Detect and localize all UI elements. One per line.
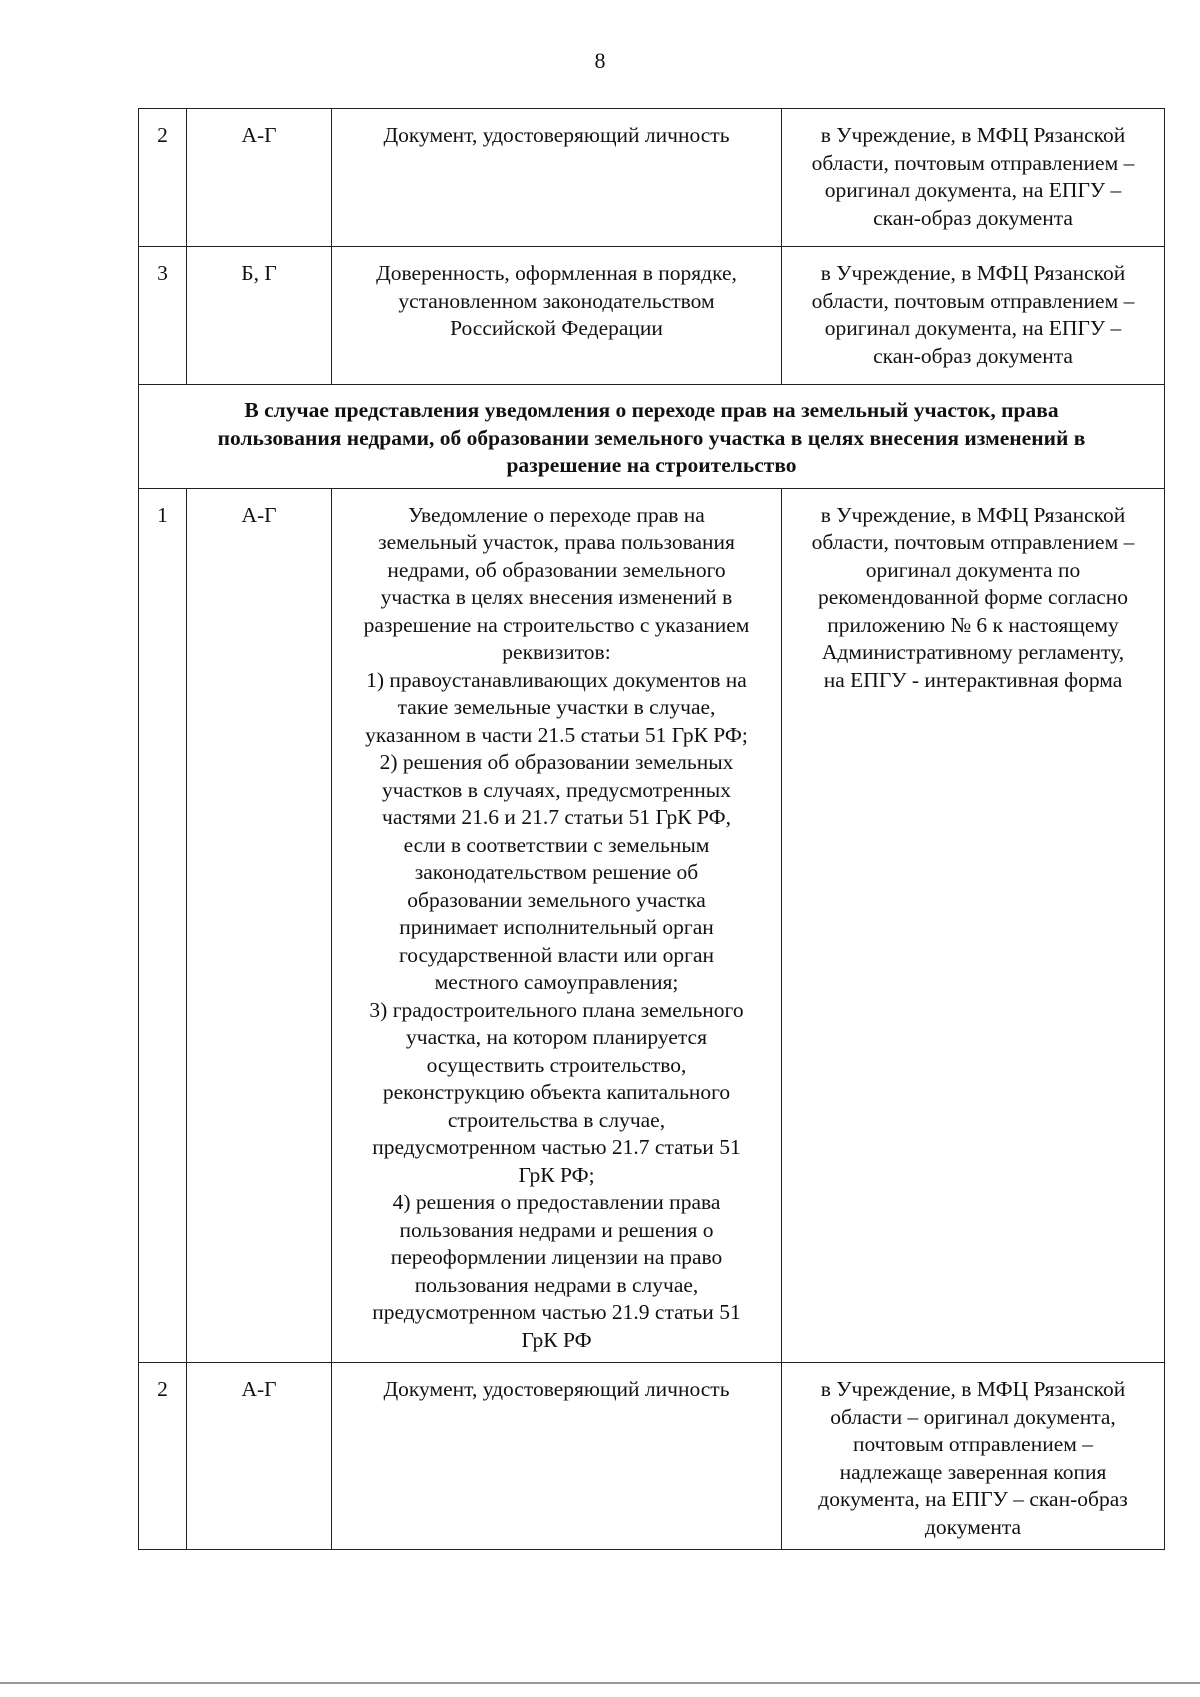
table-row bbox=[139, 109, 1165, 247]
page-number: 8 bbox=[594, 48, 606, 73]
submission-method: в Учреждение, в МФЦ Рязанской области, почтовым отправлением – оригинал документа по рекомендованной форме согласно приложению № 6 к настоящему Административному регламенту, на ЕПГУ - интерактивная форма bbox=[782, 488, 1165, 1363]
applicant-category: Б, Г bbox=[187, 247, 332, 385]
document-name: Доверенность, оформленная в порядке, установленном законодательством Российской Федерации bbox=[332, 247, 782, 385]
document-name: Уведомление о переходе прав на земельный участок, права пользования недрами, об образовании земельного участка в целях внесения изменений в разрешение на строительство с указанием реквизитов: 1) правоустанавливающих документов на такие земельные участки в случае, указанном в части 21.5 статьи 51 ГрК РФ; 2) решения об образовании земельных участков в случаях, предусмотренных частями 21.6 и 21.7 статьи 51 ГрК РФ, если в соответствии с земельным законодательством решение об образовании земельного участка принимает исполнительный орган государственной власти или орган местного самоуправления; 3) градостроительного плана земельного участка, на котором планируется осуществить строительство, реконструкцию объекта капитального строительства в случае, предусмотренном частью 21.7 статьи 51 ГрК РФ; 4) решения о предоставлении права пользования недрами и решения о переоформлении лицензии на право пользования недрами в случае, предусмотренном частью 21.9 статьи 51 ГрК РФ bbox=[332, 488, 782, 1363]
page-bottom-edge bbox=[0, 1682, 1200, 1684]
submission-method: в Учреждение, в МФЦ Рязанской области, почтовым отправлением – оригинал документа, на ЕПГУ – скан-образ документа bbox=[782, 247, 1165, 385]
row-number: 2 bbox=[139, 1363, 187, 1550]
table-row bbox=[139, 1363, 1165, 1550]
table-row bbox=[139, 488, 1165, 1363]
applicant-category: А-Г bbox=[187, 1363, 332, 1550]
submission-method: в Учреждение, в МФЦ Рязанской области – оригинал документа, почтовым отправлением – надлежаще заверенная копия документа, на ЕПГУ – скан-образ документа bbox=[782, 1363, 1165, 1550]
section-heading-row bbox=[139, 385, 1165, 489]
table-row bbox=[139, 247, 1165, 385]
applicant-category: А-Г bbox=[187, 488, 332, 1363]
row-number: 2 bbox=[139, 109, 187, 247]
document-name: Документ, удостоверяющий личность bbox=[332, 1363, 782, 1550]
section-heading: В случае представления уведомления о переходе прав на земельный участок, права пользования недрами, об образовании земельного участка в целях внесения изменений в разрешение на строительство bbox=[139, 385, 1165, 489]
document-name: Документ, удостоверяющий личность bbox=[332, 109, 782, 247]
documents-table bbox=[138, 108, 1165, 1550]
row-number: 1 bbox=[139, 488, 187, 1363]
row-number: 3 bbox=[139, 247, 187, 385]
submission-method: в Учреждение, в МФЦ Рязанской области, почтовым отправлением – оригинал документа, на ЕПГУ – скан-образ документа bbox=[782, 109, 1165, 247]
applicant-category: А-Г bbox=[187, 109, 332, 247]
